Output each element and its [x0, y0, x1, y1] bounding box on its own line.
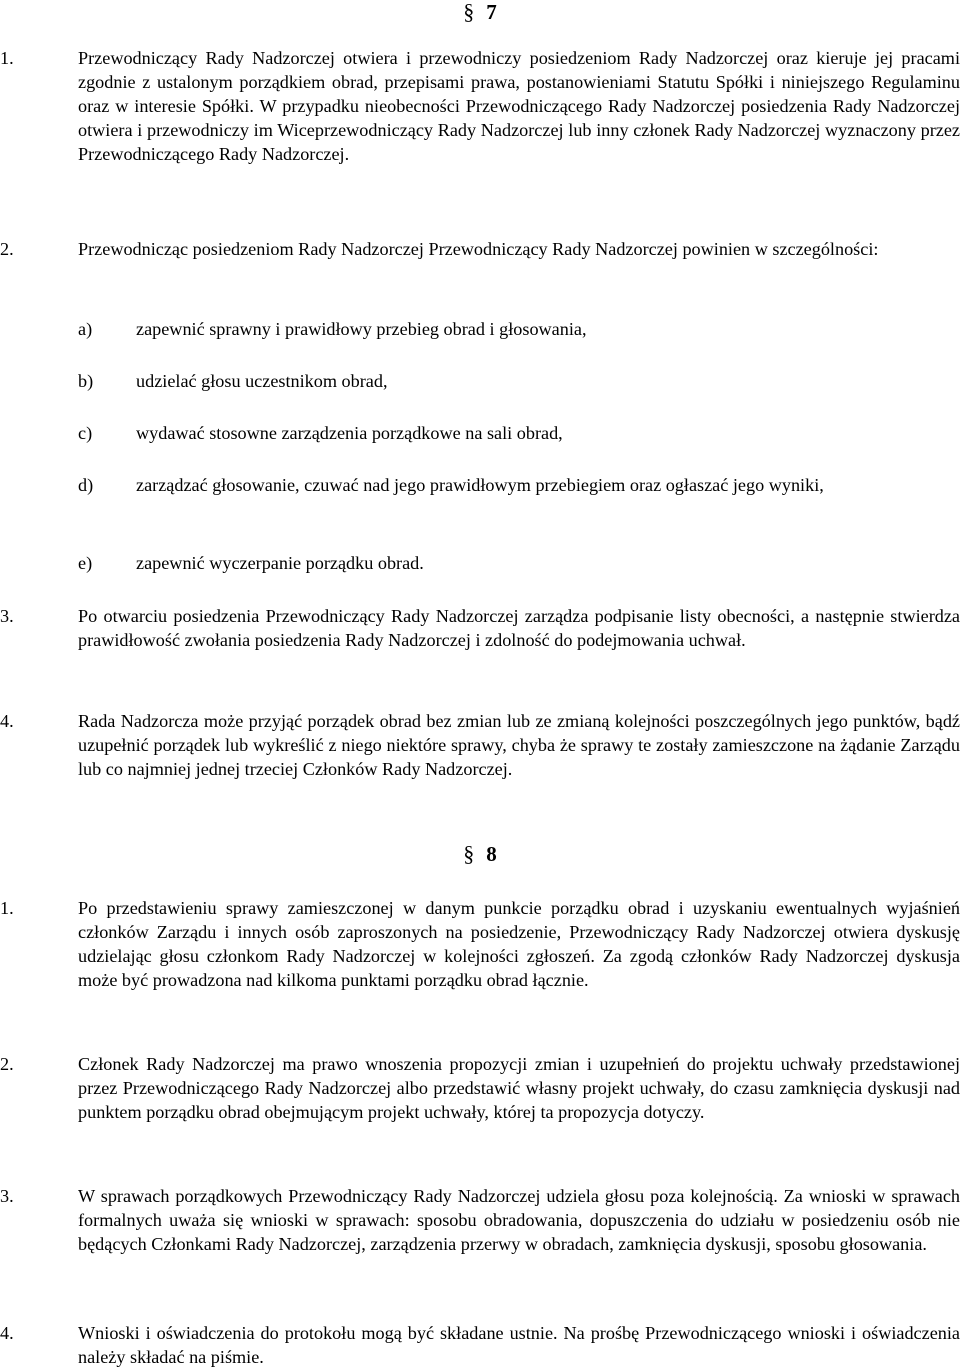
list-item-b	[78, 369, 960, 393]
section-sign: §	[463, 841, 475, 866]
list-item-c	[78, 421, 960, 445]
paragraph-7-1	[0, 46, 960, 166]
section-number: 8	[486, 842, 497, 866]
paragraph-text: Rada Nadzorcza może przyjąć porządek obrad bez zmian lub ze zmianą kolejności poszczególnych jego punktów, bądź uzupełnić porządek lub wykreślić z niego niektóre sprawy, chyba że sprawy te zostały zamieszczone na żądanie Zarządu lub co najmniej jednej trzeciej Członków Rady Nadzorczej.	[78, 711, 960, 779]
paragraph-7-2	[0, 237, 960, 261]
paragraph-text: Członek Rady Nadzorczej ma prawo wnoszenia propozycji zmian i uzupełnień do projektu uchwały przedstawionej przez Przewodniczącego Rady Nadzorczej albo przedstawić własny projekt uchwały, do czasu zamknięcia dyskusji nad punktem porządku obrad obejmującym projekt uchwały, której ta propozycja dotyczy.	[78, 1054, 960, 1122]
paragraph-number: 3.	[0, 1186, 14, 1206]
paragraph-7-4	[0, 709, 960, 781]
paragraph-8-2	[0, 1052, 960, 1124]
paragraph-text: Po przedstawieniu sprawy zamieszczonej w danym punkcie porządku obrad i uzyskaniu ewentualnych wyjaśnień członków Zarządu i innych osób zaproszonych na posiedzenie, Przewodniczący Rady Nadzorczej otwiera dyskusję udzielając głosu członkom Rady Nadzorczej w kolejności zgłoszeń. Za zgodą członków Rady Nadzorczej dyskusja może być prowadzona nad kilkoma punktami porządku obrad łącznie.	[78, 898, 960, 990]
paragraph-number: 1.	[0, 48, 14, 68]
paragraph-number: 2.	[0, 1054, 14, 1074]
section-number: 7	[486, 0, 497, 24]
list-item-letter: c)	[78, 423, 93, 443]
paragraph-number: 4.	[0, 711, 14, 731]
list-item-e	[78, 551, 960, 575]
list-item-text: zapewnić sprawny i prawidłowy przebieg obrad i głosowania,	[136, 319, 587, 339]
section-sign: §	[463, 0, 475, 24]
list-item-text: zarządzać głosowanie, czuwać nad jego prawidłowym przebiegiem oraz ogłaszać jego wyniki,	[136, 475, 824, 495]
paragraph-text: W sprawach porządkowych Przewodniczący Rady Nadzorczej udziela głosu poza kolejnością. Za wnioski w sprawach formalnych uważa się wnioski w sprawach: sposobu obradowania, dopuszczenia do udziału w posiedzeniu osób nie będących Członkami Rady Nadzorczej, zarządzenia przerwy w obradach, zamknięcia dyskusji, sposobu głosowania.	[78, 1186, 960, 1254]
paragraph-text: Po otwarciu posiedzenia Przewodniczący Rady Nadzorczej zarządza podpisanie listy obecności, a następnie stwierdza prawidłowość zwołania posiedzenia Rady Nadzorczej i zdolność do podejmowania uchwał.	[78, 606, 960, 650]
paragraph-8-1	[0, 896, 960, 992]
paragraph-number: 4.	[0, 1323, 14, 1343]
list-item-letter: b)	[78, 371, 94, 391]
list-item-text: wydawać stosowne zarządzenia porządkowe na sali obrad,	[136, 423, 563, 443]
paragraph-8-4	[0, 1321, 960, 1369]
paragraph-number: 2.	[0, 239, 14, 259]
paragraph-text: Wnioski i oświadczenia do protokołu mogą być składane ustnie. Na prośbę Przewodniczącego wnioski i oświadczenia należy składać na piśmie.	[78, 1323, 960, 1367]
section-heading-8	[0, 842, 960, 866]
paragraph-text: Przewodniczący Rady Nadzorczej otwiera i przewodniczy posiedzeniom Rady Nadzorczej oraz kieruje jej pracami zgodnie z ustalonym porządkiem obrad, przepisami prawa, postanowieniami Statutu Spółki i niniejszego Regulaminu oraz w interesie Spółki. W przypadku nieobecności Przewodniczącego Rady Nadzorczej posiedzenia Rady Nadzorczej otwiera i przewodniczy im Wiceprzewodniczący Rady Nadzorczej lub inny członek Rady Nadzorczej wyznaczony przez Przewodniczącego Rady Nadzorczej.	[78, 48, 960, 164]
list-item-text: udzielać głosu uczestnikom obrad,	[136, 371, 388, 391]
list-item-letter: d)	[78, 475, 94, 495]
paragraph-8-3	[0, 1184, 960, 1256]
list-item-d	[78, 473, 960, 497]
list-item-text: zapewnić wyczerpanie porządku obrad.	[136, 553, 424, 573]
list-item-letter: e)	[78, 553, 93, 573]
list-item-letter: a)	[78, 319, 93, 339]
paragraph-text: Przewodnicząc posiedzeniom Rady Nadzorczej Przewodniczący Rady Nadzorczej powinien w szczególności:	[78, 239, 879, 259]
paragraph-number: 1.	[0, 898, 14, 918]
paragraph-number: 3.	[0, 606, 14, 626]
list-item-a	[78, 317, 960, 341]
paragraph-7-3	[0, 604, 960, 652]
section-heading-7	[0, 0, 960, 24]
